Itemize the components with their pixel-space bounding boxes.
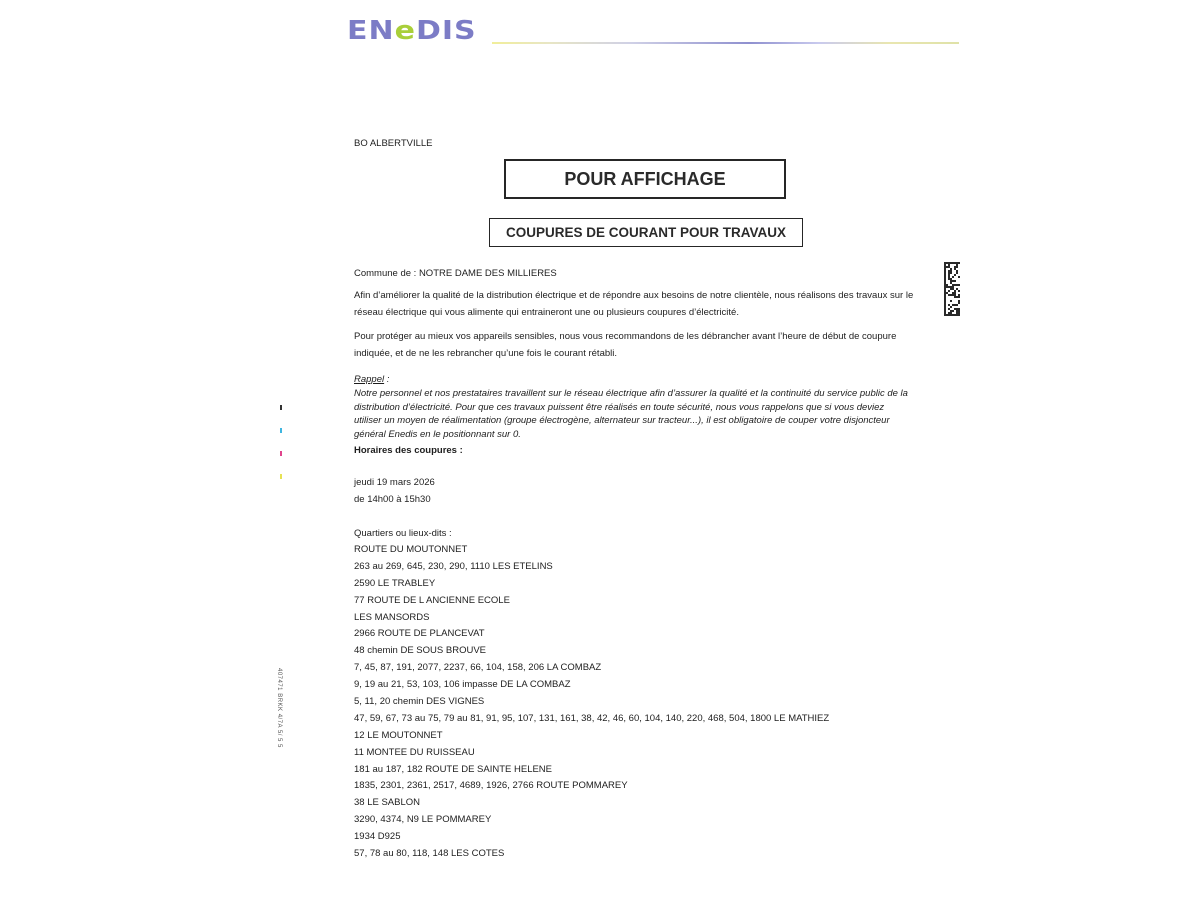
place-item: 3290, 4374, N9 LE POMMAREY [354,814,492,826]
qr-module [944,306,946,308]
qr-module [944,276,946,278]
qr-module [950,268,952,270]
place-item: 5, 11, 20 chemin DES VIGNES [354,696,485,708]
qr-module [948,274,950,276]
place-item: 1835, 2301, 2361, 2517, 4689, 1926, 2766 ROUTE POMMAREY [354,780,628,792]
qr-module [958,314,960,316]
qr-module [958,276,960,278]
qr-module [944,300,946,302]
qr-module [944,302,946,304]
qr-module [956,314,958,316]
qr-module [948,286,950,288]
qr-module [950,282,952,284]
qr-module [944,282,946,284]
qr-module [952,288,954,290]
qr-module [952,304,954,306]
intro-paragraph: Afin d’améliorer la qualité de la distribution électrique et de répondre aux besoins de notre clientèle, nous réalisons des travaux sur le réseau électrique qui vous alimente qui entraineront une ou plusieurs coupures d’électricité. [354,290,914,318]
qr-module [954,308,956,310]
qr-module [948,276,950,278]
qr-module [958,310,960,312]
qr-module [948,264,950,266]
qr-module [956,264,958,266]
qr-module [944,270,946,272]
place-item: 12 LE MOUTONNET [354,729,443,741]
place-item: 2966 ROUTE DE PLANCEVAT [354,628,485,640]
qr-module [950,280,952,282]
qr-module [950,314,952,316]
qr-module [946,314,948,316]
qr-module [956,310,958,312]
qr-module [958,300,960,302]
place-item: 2590 LE TRABLEY [354,577,436,589]
qr-module [954,284,956,286]
place-item: 48 chemin DE SOUS BROUVE [354,645,486,657]
place-item: 9, 19 au 21, 53, 103, 106 impasse DE LA COMBAZ [354,679,571,691]
qr-module [954,314,956,316]
qr-module [948,278,950,280]
qr-module [954,294,956,296]
qr-module [944,272,946,274]
reminder-text: Notre personnel et nos prestataires travaillent sur le réseau électrique afin d’assurer la qualité et la continuité du service public de la distribution d’électricité. Pour que ces travaux puissent être réalisés en toute sécurité, nous vous rappelons que si vous deviez utiliser un moyen de réalimentation (groupe électrogène, alternateur sur tracteur...), il est obligatoire de couper votre disjoncteur général Enedis en le positionnant sur 0. [354,387,908,441]
qr-module [956,266,958,268]
margin-print-code: 407471 BRKK 4/7A 5/ 5 5 [276,668,282,748]
outage-time: de 14h00 à 15h30 [354,494,431,505]
registration-mark-cyan [280,428,282,433]
qr-module [950,262,952,264]
qr-module [958,296,960,298]
display-heading-box [504,159,786,199]
qr-module [956,312,958,314]
qr-module [944,294,946,296]
qr-module [950,278,952,280]
qr-module [956,270,958,272]
registration-mark-yellow [280,474,282,479]
qr-module [954,280,956,282]
qr-module [944,298,946,300]
advice-paragraph: Pour protéger au mieux vos appareils sensibles, nous vous recommandons de les débrancher avant l’heure de début de coupure indiquée, et de ne les rebrancher qu’une fois le courant rétabli. [354,331,897,359]
qr-module [958,290,960,292]
qr-module [944,284,946,286]
outage-date: jeudi 19 mars 2026 [354,477,435,488]
qr-module [944,278,946,280]
qr-module [944,266,946,268]
qr-module [950,310,952,312]
qr-module [954,268,956,270]
qr-module [944,310,946,312]
schedule-label: Horaires des coupures : [354,445,463,456]
qr-code-icon [944,262,960,316]
qr-module [950,300,952,302]
qr-module [956,296,958,298]
qr-module [950,288,952,290]
qr-module [956,262,958,264]
qr-module [944,312,946,314]
logo-rule [492,42,959,44]
qr-module [954,290,956,292]
qr-module [952,294,954,296]
place-item: 47, 59, 67, 73 au 75, 79 au 81, 91, 95, 107, 131, 161, 38, 42, 46, 60, 104, 140, 220, 468, 504, 1800 LE MATHIEZ [354,712,830,724]
qr-module [952,280,954,282]
display-heading: POUR AFFICHAGE [564,168,726,189]
qr-module [958,312,960,314]
qr-module [944,308,946,310]
subject-heading-box [489,218,803,247]
qr-module [944,288,946,290]
qr-module [944,262,946,264]
qr-module [954,292,956,294]
qr-module [956,308,958,310]
qr-module [950,312,952,314]
qr-module [944,280,946,282]
enedis-logo: ENeDIS [347,16,477,46]
place-item: 7, 45, 87, 191, 2077, 2237, 66, 104, 158, 206 LA COMBAZ [354,662,602,674]
reminder-colon: : [384,374,390,385]
qr-module [944,290,946,292]
qr-module [954,266,956,268]
place-item: 1934 D925 [354,831,401,843]
qr-module [958,262,960,264]
qr-module [948,308,950,310]
commune-line: Commune de : NOTRE DAME DES MILLIERES [354,268,557,279]
qr-module [950,306,952,308]
qr-module [958,294,960,296]
place-item: 57, 78 au 80, 118, 148 LES COTES [354,848,505,860]
qr-module [952,286,954,288]
qr-module [952,284,954,286]
qr-module [948,312,950,314]
qr-module [944,286,946,288]
qr-module [956,284,958,286]
qr-module [946,286,948,288]
qr-module [948,262,950,264]
qr-module [958,284,960,286]
place-item: 11 MONTEE DU RUISSEAU [354,746,475,758]
qr-module [952,262,954,264]
places-label: Quartiers ou lieux-dits : [354,528,452,539]
qr-module [944,304,946,306]
qr-module [952,292,954,294]
place-item: ROUTE DU MOUTONNET [354,544,468,555]
qr-module [948,270,950,272]
qr-module [944,274,946,276]
qr-module [948,314,950,316]
qr-module [944,314,946,316]
qr-module [950,286,952,288]
qr-module [956,304,958,306]
qr-module [944,296,946,298]
sender-office: BO ALBERTVILLE [354,138,433,149]
places-list [354,544,829,865]
qr-module [954,274,956,276]
reminder-block [354,373,914,442]
place-item: 38 LE SABLON [354,797,421,809]
qr-module [952,314,954,316]
qr-module [946,284,948,286]
qr-module [948,266,950,268]
qr-module [950,294,952,296]
qr-module [958,308,960,310]
qr-module [944,292,946,294]
registration-mark-black [280,405,282,410]
qr-module [954,304,956,306]
qr-module [944,268,946,270]
subject-heading: COUPURES DE COURANT POUR TRAVAUX [505,225,786,240]
qr-module [948,272,950,274]
qr-module [956,272,958,274]
place-item: 77 ROUTE DE L ANCIENNE ECOLE [354,594,510,606]
qr-module [946,262,948,264]
qr-module [948,304,950,306]
place-item: 181 au 187, 182 ROUTE DE SAINTE HELENE [354,763,553,775]
qr-module [950,270,952,272]
qr-module [948,294,950,296]
qr-module [958,302,960,304]
qr-module [944,264,946,266]
qr-module [954,262,956,264]
reminder-title: Rappel [354,374,385,385]
qr-module [954,296,956,298]
registration-mark-magenta [280,451,282,456]
qr-module [946,266,948,268]
place-item: LES MANSORDS [354,611,430,623]
qr-module [952,310,954,312]
qr-module [948,290,950,292]
qr-module [946,292,948,294]
place-item: 263 au 269, 645, 230, 290, 1110 LES ETELINS [354,560,553,572]
qr-module [952,276,954,278]
qr-module [956,288,958,290]
qr-module [950,272,952,274]
